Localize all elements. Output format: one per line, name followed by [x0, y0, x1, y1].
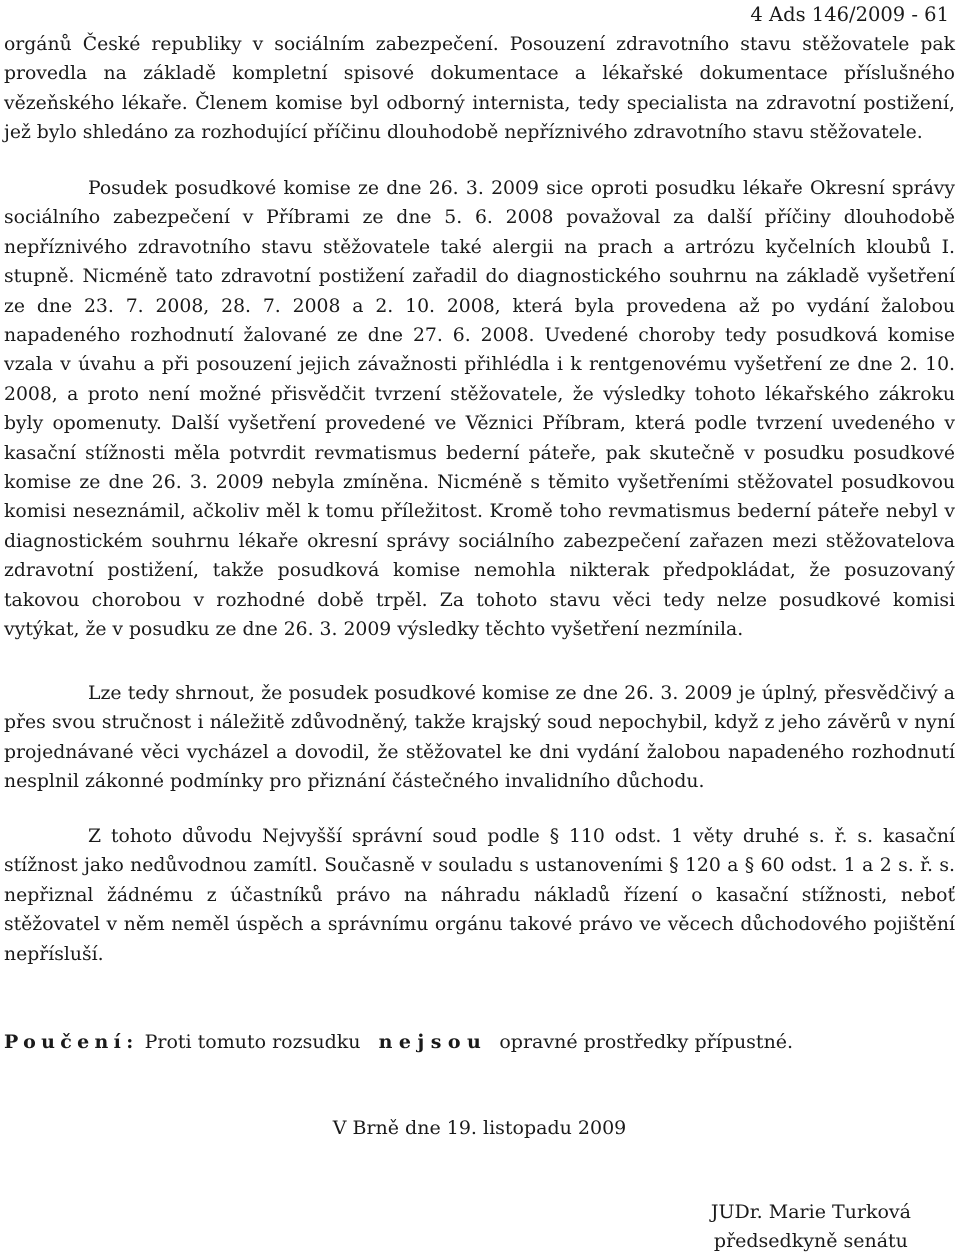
- paragraph-4: Z tohoto důvodu Nejvyšší správní soud podle § 110 odst. 1 věty druhé s. ř. s. kasační stížnost jako nedůvodnou zamítl. Současně v souladu s ustanoveními § 120 a § 60 odst. 1 a 2 s. ř. s. nepřiznal žádnému z účastníků právo na náhradu nákladů řízení o kasační stížnosti, neboť stěžovatel v něm neměl úspěch a správnímu orgánu takové právo ve věcech důchodového pojištění nepřísluší.: [4, 826, 955, 965]
- paragraph-1: orgánů České republiky v sociálním zabezpečení. Posouzení zdravotního stavu stěžovatele pak provedla na základě kompletní spisové dokumentace a lékařské dokumentace příslušného vězeňského lékaře. Členem komise byl odborný internista, tedy specialista na zdravotní postižení, jež bylo shledáno za rozhodující příčinu dlouhodobě nepříznivého zdravotního stavu stěžovatele.: [4, 34, 955, 144]
- paragraph-3: Lze tedy shrnout, že posudek posudkové komise ze dne 26. 3. 2009 je úplný, přesvědčivý a přes svou stručnost i náležitě zdůvodněný, takže krajský soud nepochybil, když z jeho závěrů v nyní projednávané věci vycházel a dovodil, že stěžovatel ke dni vydání žalobou napadeného rozhodnutí nesplnil zákonné podmínky pro přiznání částečného invalidního důchodu.: [4, 683, 955, 793]
- instruction-label: Poučení:: [4, 1031, 139, 1053]
- paragraph-2: Posudek posudkové komise ze dne 26. 3. 2009 sice oproti posudku lékaře Okresní správy sociálního zabezpečení v Příbrami ze dne 5. 6. 2008 považoval za další příčiny dlouhodobě nepříznivého zdravotního stavu stěžovatele také alergii na prach a artrózu kyčelních kloubů I. stupně. Nicméně tato zdravotní postižení zařadil do diagnostického souhrnu na základě vyšetření ze dne 23. 7. 2008, 28. 7. 2008 a 2. 10. 2008, která byla provedena až po vydání žalobou napadeného rozhodnutí žalované ze dne 27. 6. 2008. Uvedené choroby tedy posudková komise vzala v úvahu a při posouzení jejich závažnosti přihlédla i k rentgenovému vyšetření ze dne 2. 10. 2008, a proto není možné přisvědčit tvrzení stěžovatele, že výsledky tohoto lékařského zákroku byly opomenuty. Další vyšetření provedené ve Věznici Příbram, která podle tvrzení uvedeného v kasační stížnosti měla potvrdit revmatismus bederní páteře, pak skutečně v posudku posudkové komise ze dne 26. 3. 2009 nebyla zmíněna. Nicméně s těmito vyšetřeními stěžovatel posudkovou komisi neseznámil, ačkoliv měl k tomu příležitost. Kromě toho revmatismus bederní páteře nebyl v diagnostickém souhrnu lékaře okresní správy sociálního zabezpečení zařazen mezi stěžovatelova zdravotní postižení, takže posudková komise nemohla nikterak předpokládat, že posuzovaný takovou chorobou v rozhodné době trpěl. Za tohoto stavu věci tedy nelze posudkové komisi vytýkat, že v posudku ze dne 26. 3. 2009 výsledky těchto vyšetření nezmínila.: [4, 178, 955, 641]
- instruction-text-after: opravné prostředky přípustné.: [499, 1031, 794, 1053]
- signatory-name: JUDr. Marie Turková: [710, 1201, 911, 1223]
- page-reference: 4 Ads 146/2009 - 61: [750, 3, 949, 26]
- legal-instruction: [4, 1026, 793, 1058]
- place-and-date: V Brně dne 19. listopadu 2009: [332, 1117, 627, 1139]
- instruction-text-before: Proti tomuto rozsudku: [144, 1031, 361, 1053]
- instruction-emphasis: nejsou: [378, 1031, 488, 1053]
- signatory-role: předsedkyně senátu: [713, 1230, 908, 1252]
- signature-block: [711, 1198, 911, 1256]
